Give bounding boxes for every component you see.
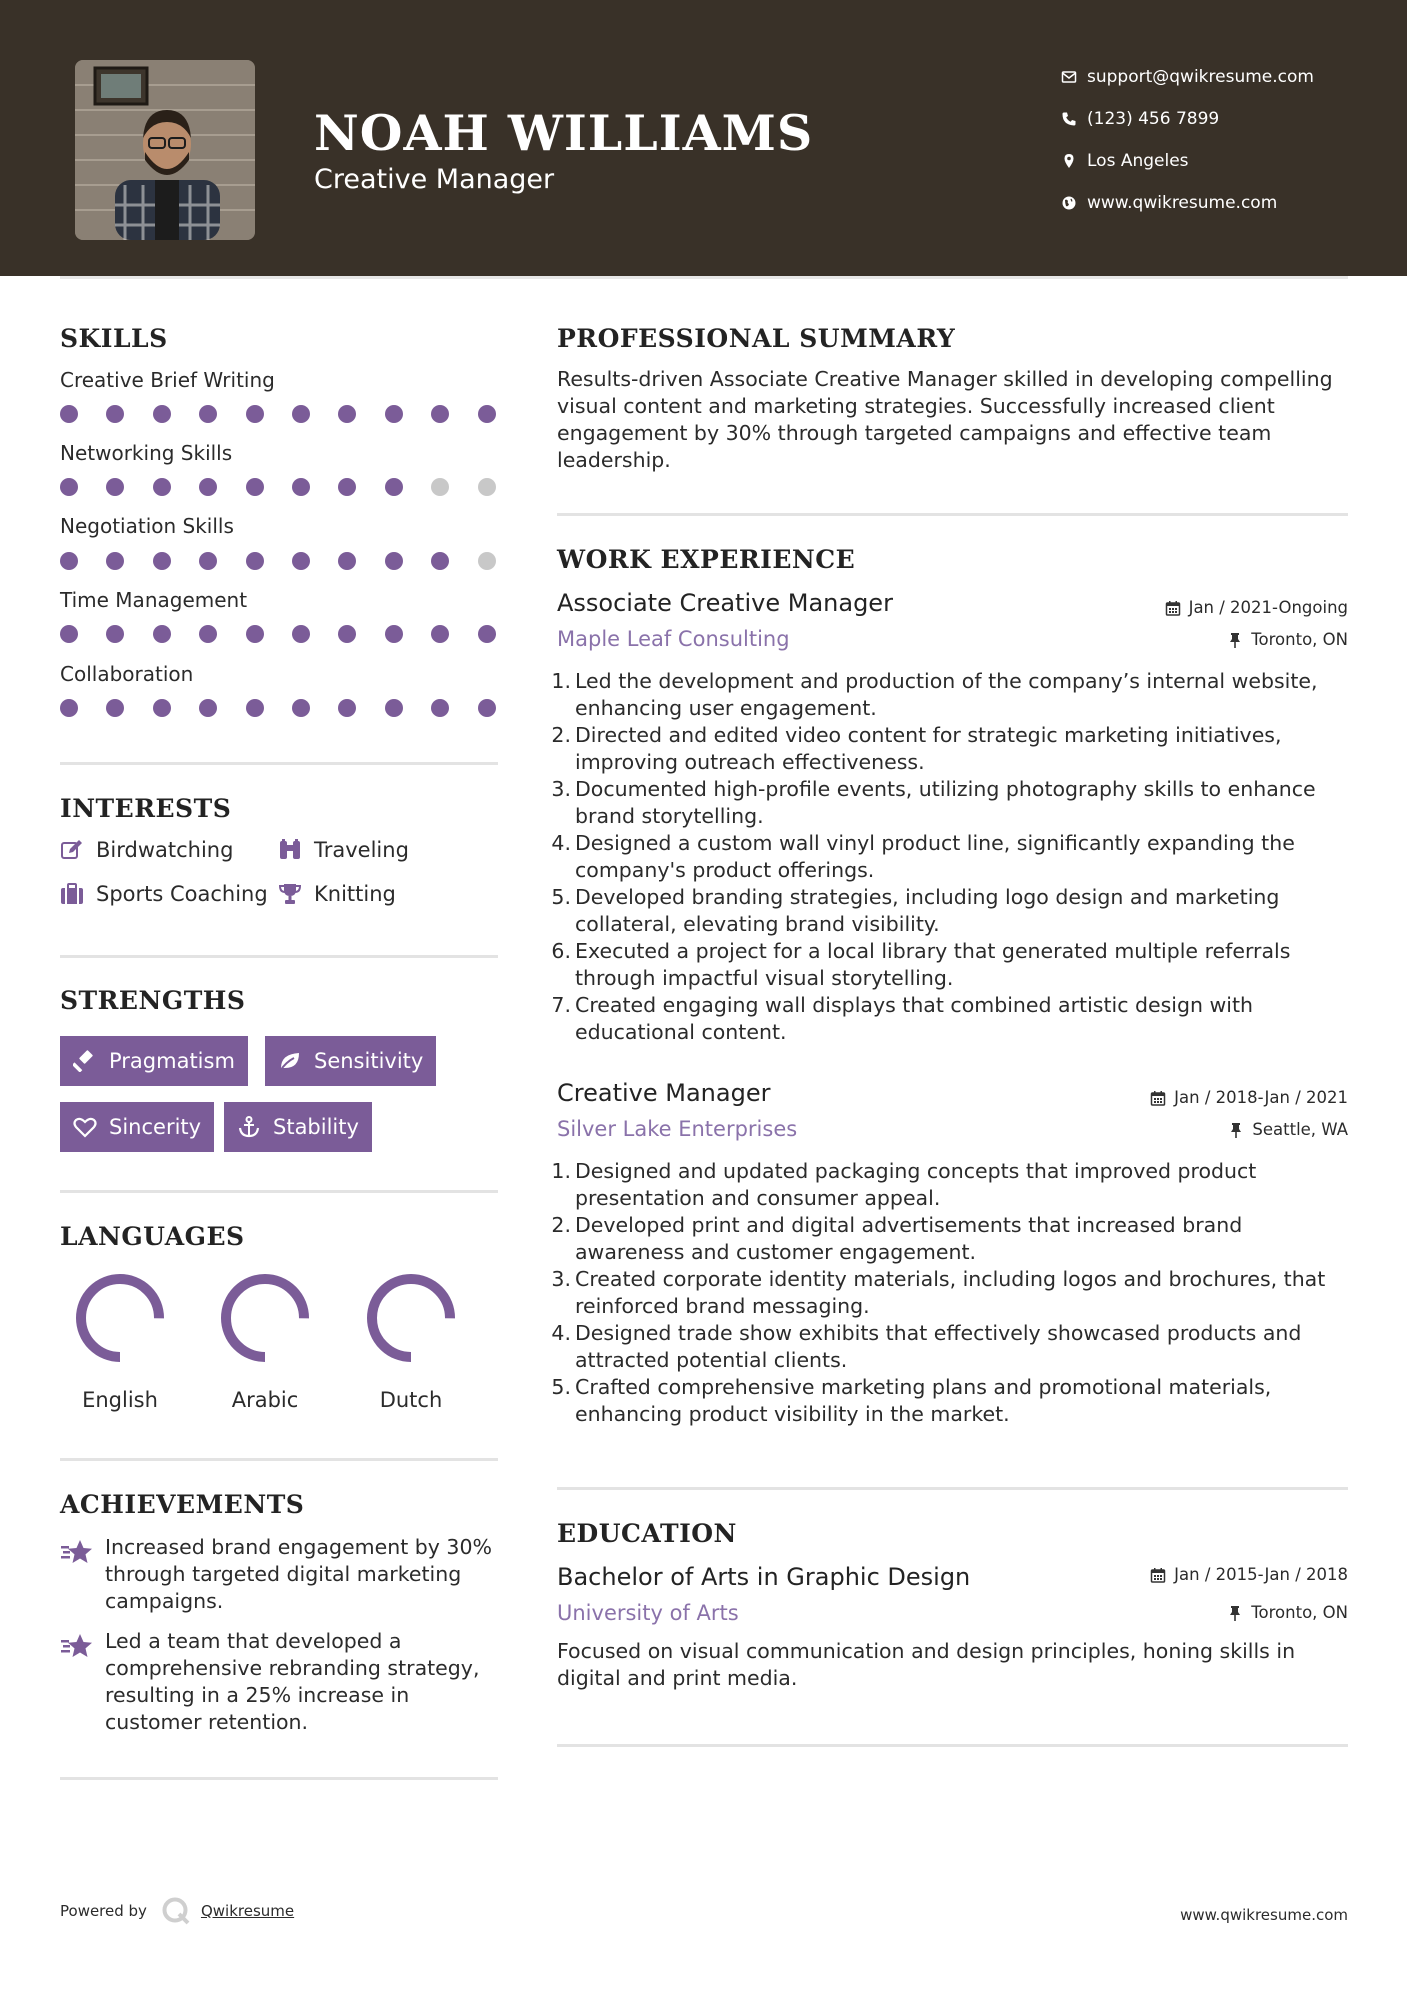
skill-dot-empty	[478, 478, 496, 496]
skill-dot-filled	[153, 625, 171, 643]
strength-tag	[60, 1036, 248, 1086]
interest-item	[278, 838, 409, 862]
section-divider	[60, 955, 498, 958]
calendar-icon	[1150, 1090, 1166, 1106]
achievements-heading: ACHIEVEMENTS	[60, 1490, 305, 1519]
skill-dot-filled	[246, 625, 264, 643]
skill-dot-filled	[431, 405, 449, 423]
language-label: English	[82, 1388, 158, 1412]
job-dates	[1165, 598, 1348, 617]
duty-item: Crafted comprehensive marketing plans and promotional materials, enhancing product visibility in the market.	[575, 1375, 1272, 1426]
interest-item	[278, 882, 396, 906]
job-location-text: Seattle, WA	[1252, 1120, 1348, 1139]
skill-name: Negotiation Skills	[60, 514, 234, 538]
company-name: Silver Lake Enterprises	[557, 1117, 798, 1141]
achievement-text: Increased brand engagement by 30% through targeted digital marketing campaigns.	[105, 1535, 492, 1613]
skill-dot-filled	[385, 405, 403, 423]
header-divider	[60, 276, 1348, 279]
skill-dot-filled	[106, 405, 124, 423]
skill-dot-filled	[385, 552, 403, 570]
strength-label: Sincerity	[109, 1115, 202, 1139]
skill-dot-filled	[106, 625, 124, 643]
summary-text: Results-driven Associate Creative Manager skilled in developing compelling visual content and marketing strategies. Successfully increased client engagement by 30% through targeted campaigns and effective team leadership.	[557, 367, 1333, 472]
section-divider	[557, 513, 1348, 516]
candidate-title: Creative Manager	[314, 164, 555, 195]
resume-header	[0, 0, 1407, 276]
strength-label: Pragmatism	[109, 1049, 235, 1073]
education-heading: EDUCATION	[557, 1519, 737, 1548]
job-dates-text: Jan / 2021-Ongoing	[1188, 598, 1348, 617]
school-name: University of Arts	[557, 1601, 739, 1625]
skill-dot-empty	[431, 478, 449, 496]
section-divider	[60, 762, 498, 765]
language-item	[60, 1270, 180, 1412]
job-title: Creative Manager	[557, 1079, 771, 1107]
skill-dot-filled	[338, 405, 356, 423]
skill-dot-filled	[292, 699, 310, 717]
footer-powered-by	[60, 1896, 294, 1926]
duty-item: Developed print and digital advertisements that increased brand awareness and customer engagement.	[575, 1213, 1243, 1264]
duty-item: Developed branding strategies, including logo design and marketing collateral, elevating brand visibility.	[575, 885, 1280, 936]
experience-heading: WORK EXPERIENCE	[557, 545, 856, 574]
education-dates-text: Jan / 2015-Jan / 2018	[1174, 1565, 1348, 1584]
pushpin-icon	[1228, 1122, 1244, 1138]
skill-dot-filled	[153, 478, 171, 496]
job-duties	[575, 1158, 1355, 1428]
skill-dot-filled	[60, 552, 78, 570]
job-title: Associate Creative Manager	[557, 589, 893, 617]
interest-label: Knitting	[314, 882, 396, 906]
powered-by-text: Powered by	[60, 1902, 147, 1920]
skill-dot-filled	[292, 405, 310, 423]
skill-dot-filled	[153, 405, 171, 423]
contact-location-text: Los Angeles	[1087, 151, 1189, 171]
profile-photo	[75, 60, 255, 240]
interest-label: Traveling	[314, 838, 409, 862]
language-level-ring	[363, 1270, 459, 1366]
skill-dot-filled	[246, 478, 264, 496]
skill-name: Collaboration	[60, 662, 194, 686]
phone-icon	[1050, 111, 1087, 127]
skill-dot-filled	[385, 478, 403, 496]
language-item	[351, 1270, 471, 1412]
language-level-ring	[217, 1270, 313, 1366]
heart-icon	[73, 1116, 97, 1138]
strength-tag	[60, 1102, 214, 1152]
skill-dot-filled	[338, 699, 356, 717]
skill-dot-filled	[431, 625, 449, 643]
skill-dot-filled	[431, 552, 449, 570]
skill-dot-filled	[478, 405, 496, 423]
skill-dot-filled	[431, 699, 449, 717]
language-level-ring	[72, 1270, 168, 1366]
footer-url[interactable]: www.qwikresume.com	[1180, 1906, 1348, 1924]
calendar-icon	[1150, 1567, 1166, 1583]
skill-dot-filled	[478, 625, 496, 643]
duty-item: Designed trade show exhibits that effectively showcased products and attracted potential clients.	[575, 1321, 1302, 1372]
job-location	[1227, 630, 1348, 649]
pushpin-icon	[1227, 632, 1243, 648]
skill-dot-filled	[60, 478, 78, 496]
edit-icon	[60, 839, 96, 861]
skills-heading: SKILLS	[60, 324, 168, 353]
job-location-text: Toronto, ON	[1251, 630, 1348, 649]
interest-item	[60, 882, 268, 906]
education-location	[1227, 1603, 1348, 1622]
skill-dot-filled	[385, 625, 403, 643]
job-duties	[575, 668, 1355, 1046]
achievement-item	[60, 1628, 500, 1736]
qwikresume-logo-icon	[161, 1896, 191, 1926]
star-icon	[60, 1628, 105, 1736]
strength-label: Stability	[273, 1115, 359, 1139]
skill-name: Time Management	[60, 588, 248, 612]
strengths-heading: STRENGTHS	[60, 986, 246, 1015]
strength-label: Sensitivity	[314, 1049, 424, 1073]
section-divider	[557, 1487, 1348, 1490]
interests-heading: INTERESTS	[60, 794, 232, 823]
pushpin-icon	[1227, 1605, 1243, 1621]
languages-heading: LANGUAGES	[60, 1222, 245, 1251]
section-divider	[60, 1190, 498, 1193]
skill-dot-filled	[153, 699, 171, 717]
anchor-icon	[237, 1116, 261, 1138]
job-location	[1228, 1120, 1348, 1139]
skill-dot-filled	[246, 405, 264, 423]
contact-list	[1050, 56, 1314, 224]
skill-dot-filled	[338, 478, 356, 496]
education-description: Focused on visual communication and design principles, honing skills in digital and print media.	[557, 1639, 1296, 1690]
skill-dot-filled	[199, 625, 217, 643]
job-dates-text: Jan / 2018-Jan / 2021	[1174, 1088, 1348, 1107]
skill-dot-filled	[246, 699, 264, 717]
contact-email-text: support@qwikresume.com	[1087, 67, 1314, 87]
duty-item: Designed and updated packaging concepts that improved product presentation and consumer appeal.	[575, 1159, 1257, 1210]
binoculars-icon	[278, 839, 314, 861]
skill-dot-filled	[338, 625, 356, 643]
skill-rating	[60, 478, 498, 498]
skill-dot-empty	[478, 552, 496, 570]
contact-phone-text: (123) 456 7899	[1087, 109, 1220, 129]
skill-dot-filled	[199, 405, 217, 423]
skill-rating	[60, 699, 498, 719]
education-dates	[1150, 1565, 1348, 1584]
candidate-name: NOAH WILLIAMS	[314, 104, 814, 162]
skill-dot-filled	[106, 699, 124, 717]
contact-email[interactable]	[1050, 56, 1314, 98]
education-location-text: Toronto, ON	[1251, 1603, 1348, 1622]
skill-dot-filled	[385, 699, 403, 717]
brand-link[interactable]: Qwikresume	[200, 1902, 295, 1920]
skill-name: Networking Skills	[60, 441, 233, 465]
achievement-text: Led a team that developed a comprehensive rebranding strategy, resulting in a 25% increase in customer retention.	[105, 1629, 480, 1734]
skill-dot-filled	[153, 552, 171, 570]
achievement-item	[60, 1534, 500, 1615]
language-item	[205, 1270, 325, 1412]
contact-phone[interactable]	[1050, 98, 1314, 140]
profile-photo-image	[75, 60, 255, 240]
degree-title: Bachelor of Arts in Graphic Design	[557, 1563, 971, 1591]
globe-icon	[1050, 195, 1087, 211]
company-name: Maple Leaf Consulting	[557, 627, 790, 651]
duty-item: Created engaging wall displays that combined artistic design with educational content.	[575, 993, 1253, 1044]
section-divider	[557, 1744, 1348, 1747]
skill-dot-filled	[338, 552, 356, 570]
skill-rating	[60, 405, 498, 425]
skill-dot-filled	[199, 699, 217, 717]
skill-dot-filled	[60, 625, 78, 643]
contact-website-text: www.qwikresume.com	[1087, 193, 1278, 213]
map-pin-icon	[1050, 153, 1087, 169]
duty-item: Led the development and production of the company’s internal website, enhancing user engagement.	[575, 669, 1318, 720]
briefcase-icon	[60, 883, 96, 905]
duty-item: Created corporate identity materials, including logos and brochures, that reinforced brand messaging.	[575, 1267, 1326, 1318]
envelope-icon	[1050, 69, 1087, 85]
leaf-icon	[278, 1050, 302, 1072]
skill-dot-filled	[106, 478, 124, 496]
skill-dot-filled	[60, 699, 78, 717]
skill-name: Creative Brief Writing	[60, 368, 275, 392]
duty-item: Directed and edited video content for strategic marketing initiatives, improving outreach effectiveness.	[575, 723, 1282, 774]
language-label: Dutch	[379, 1388, 443, 1412]
interest-label: Birdwatching	[96, 838, 234, 862]
strength-tag	[265, 1036, 436, 1086]
skill-rating	[60, 552, 498, 572]
interest-item	[60, 838, 233, 862]
language-label: Arabic	[231, 1388, 299, 1412]
skill-dot-filled	[60, 405, 78, 423]
star-icon	[60, 1534, 105, 1615]
calendar-icon	[1165, 600, 1181, 616]
trophy-icon	[278, 883, 314, 905]
skill-dot-filled	[292, 625, 310, 643]
duty-item: Documented high-profile events, utilizing photography skills to enhance brand storytelling.	[575, 777, 1316, 828]
duty-item: Designed a custom wall vinyl product line, significantly expanding the company's product offerings.	[575, 831, 1295, 882]
contact-website[interactable]	[1050, 182, 1314, 224]
gavel-icon	[73, 1050, 97, 1072]
skill-dot-filled	[199, 478, 217, 496]
contact-location	[1050, 140, 1314, 182]
skill-dot-filled	[478, 699, 496, 717]
summary-heading: PROFESSIONAL SUMMARY	[557, 324, 956, 353]
duty-item: Executed a project for a local library that generated multiple referrals through impactful visual storytelling.	[575, 939, 1291, 990]
strength-tag	[224, 1102, 372, 1152]
section-divider	[60, 1458, 498, 1461]
skill-dot-filled	[106, 552, 124, 570]
skill-dot-filled	[199, 552, 217, 570]
skill-dot-filled	[292, 552, 310, 570]
job-dates	[1150, 1088, 1348, 1107]
skill-rating	[60, 625, 498, 645]
section-divider	[60, 1777, 498, 1780]
interest-label: Sports Coaching	[96, 882, 268, 906]
skill-dot-filled	[292, 478, 310, 496]
skill-dot-filled	[246, 552, 264, 570]
